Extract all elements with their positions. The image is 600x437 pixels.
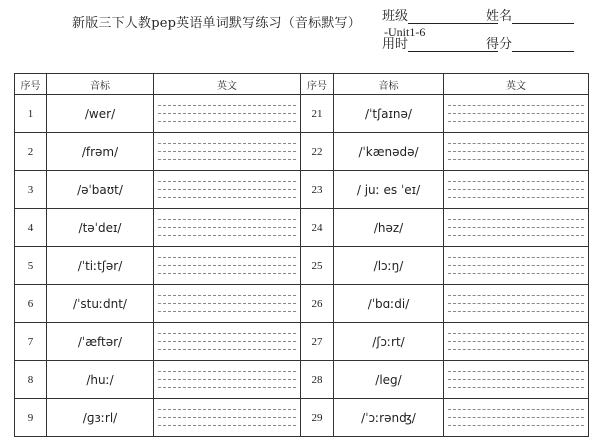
- writing-guide-line: [448, 333, 584, 334]
- row-phonetic-right: / juː es ˈeɪ/: [334, 171, 444, 209]
- table-row: [15, 399, 589, 437]
- writing-guide-line: [158, 303, 296, 304]
- table-row: [15, 323, 589, 361]
- writing-guide-line: [448, 105, 584, 106]
- writing-guide-line: [158, 227, 296, 228]
- writing-guide-line: [448, 303, 584, 304]
- row-english-answer-left[interactable]: [154, 209, 301, 247]
- row-phonetic-right: /ˈbɑːdi/: [334, 285, 444, 323]
- row-english-answer-right[interactable]: [444, 95, 589, 133]
- dictation-table: [14, 73, 589, 437]
- row-phonetic-left: /wer/: [47, 95, 154, 133]
- writing-guide-line: [158, 333, 296, 334]
- col-header-num-right: 序号: [301, 74, 334, 95]
- row-english-answer-left[interactable]: [154, 133, 301, 171]
- row-english-answer-right[interactable]: [444, 361, 589, 399]
- row-phonetic-right: /ʃɔːrt/: [334, 323, 444, 361]
- col-header-phonetic-right: 音标: [334, 74, 444, 95]
- row-phonetic-left: /təˈdeɪ/: [47, 209, 154, 247]
- table-row: [15, 171, 589, 209]
- writing-guide-line: [158, 189, 296, 190]
- worksheet-title: 新版三下人教pep英语单词默写练习（音标默写）: [72, 16, 361, 31]
- writing-guide-line: [158, 349, 296, 350]
- writing-guide-line: [448, 113, 584, 114]
- row-english-answer-right[interactable]: [444, 323, 589, 361]
- writing-guide-line: [158, 197, 296, 198]
- table-row: [15, 95, 589, 133]
- writing-guide-line: [448, 295, 584, 296]
- writing-guide-line: [158, 409, 296, 410]
- row-num-right: 29: [301, 399, 334, 437]
- row-phonetic-right: /ˈtʃaɪnə/: [334, 95, 444, 133]
- worksheet-title-suffix: -Unit1-6: [384, 25, 426, 39]
- writing-guide-line: [158, 113, 296, 114]
- score-field: [486, 33, 574, 52]
- row-num-right: 22: [301, 133, 334, 171]
- writing-guide-line: [158, 257, 296, 258]
- class-field: [382, 5, 498, 24]
- writing-guide-line: [448, 181, 584, 182]
- row-english-answer-right[interactable]: [444, 399, 589, 437]
- score-label: 得分: [486, 37, 513, 52]
- writing-guide-line: [158, 425, 296, 426]
- writing-guide-line: [448, 349, 584, 350]
- writing-guide-line: [448, 197, 584, 198]
- row-num-left: 1: [15, 95, 47, 133]
- writing-guide-line: [158, 159, 296, 160]
- name-field: [486, 5, 574, 24]
- row-phonetic-right: /həz/: [334, 209, 444, 247]
- writing-guide-line: [448, 151, 584, 152]
- row-num-right: 21: [301, 95, 334, 133]
- writing-guide-line: [448, 273, 584, 274]
- writing-guide-line: [158, 273, 296, 274]
- row-phonetic-right: /ˈɔːrənʤ/: [334, 399, 444, 437]
- row-num-left: 8: [15, 361, 47, 399]
- row-num-right: 26: [301, 285, 334, 323]
- name-blank[interactable]: [512, 9, 574, 24]
- table-row: [15, 285, 589, 323]
- col-header-phonetic-left: 音标: [47, 74, 154, 95]
- writing-guide-line: [448, 189, 584, 190]
- writing-guide-line: [158, 341, 296, 342]
- writing-guide-line: [448, 379, 584, 380]
- table-header-row: [15, 74, 589, 95]
- name-label: 姓名: [486, 9, 513, 24]
- writing-guide-line: [158, 151, 296, 152]
- row-num-left: 2: [15, 133, 47, 171]
- row-phonetic-right: /ˈkænədə/: [334, 133, 444, 171]
- writing-guide-line: [448, 265, 584, 266]
- writing-guide-line: [448, 219, 584, 220]
- score-blank[interactable]: [512, 37, 574, 52]
- writing-guide-line: [158, 181, 296, 182]
- table-row: [15, 361, 589, 399]
- table-row: [15, 133, 589, 171]
- writing-guide-line: [448, 341, 584, 342]
- writing-guide-line: [158, 265, 296, 266]
- writing-guide-line: [448, 417, 584, 418]
- row-english-answer-left[interactable]: [154, 247, 301, 285]
- row-phonetic-right: /leg/: [334, 361, 444, 399]
- table-row: [15, 247, 589, 285]
- row-english-answer-right[interactable]: [444, 247, 589, 285]
- writing-guide-line: [158, 121, 296, 122]
- row-num-right: 25: [301, 247, 334, 285]
- class-label: 班级: [382, 9, 409, 24]
- row-english-answer-right[interactable]: [444, 209, 589, 247]
- row-english-answer-right[interactable]: [444, 133, 589, 171]
- table-row: [15, 209, 589, 247]
- writing-guide-line: [448, 143, 584, 144]
- writing-guide-line: [158, 105, 296, 106]
- writing-guide-line: [448, 227, 584, 228]
- time-field: [382, 33, 498, 52]
- writing-guide-line: [448, 235, 584, 236]
- writing-guide-line: [448, 409, 584, 410]
- writing-guide-line: [158, 379, 296, 380]
- row-english-answer-left[interactable]: [154, 323, 301, 361]
- writing-guide-line: [448, 425, 584, 426]
- row-num-right: 23: [301, 171, 334, 209]
- row-english-answer-left[interactable]: [154, 285, 301, 323]
- writing-guide-line: [448, 257, 584, 258]
- col-header-english-right: 英文: [444, 74, 589, 95]
- row-phonetic-left: /ˈstuːdnt/: [47, 285, 154, 323]
- row-num-left: 3: [15, 171, 47, 209]
- row-english-answer-left[interactable]: [154, 399, 301, 437]
- writing-guide-line: [158, 295, 296, 296]
- col-header-num-left: 序号: [15, 74, 47, 95]
- writing-guide-line: [448, 387, 584, 388]
- writing-guide-line: [158, 143, 296, 144]
- row-num-left: 9: [15, 399, 47, 437]
- row-num-left: 6: [15, 285, 47, 323]
- row-phonetic-left: /ɡɜːrl/: [47, 399, 154, 437]
- row-num-right: 28: [301, 361, 334, 399]
- writing-guide-line: [158, 219, 296, 220]
- row-num-right: 27: [301, 323, 334, 361]
- row-phonetic-left: /frəm/: [47, 133, 154, 171]
- writing-guide-line: [448, 159, 584, 160]
- row-phonetic-left: /huː/: [47, 361, 154, 399]
- time-blank[interactable]: [408, 37, 498, 52]
- writing-guide-line: [158, 235, 296, 236]
- row-num-left: 4: [15, 209, 47, 247]
- writing-guide-line: [158, 417, 296, 418]
- row-english-answer-right[interactable]: [444, 285, 589, 323]
- class-blank[interactable]: [408, 9, 498, 24]
- time-label: 用时: [382, 37, 409, 52]
- row-english-answer-left[interactable]: [154, 95, 301, 133]
- row-phonetic-left: /ˈtiːtʃər/: [47, 247, 154, 285]
- row-num-left: 5: [15, 247, 47, 285]
- row-english-answer-left[interactable]: [154, 361, 301, 399]
- writing-guide-line: [448, 371, 584, 372]
- writing-guide-line: [448, 311, 584, 312]
- col-header-english-left: 英文: [154, 74, 301, 95]
- writing-guide-line: [158, 311, 296, 312]
- row-phonetic-right: /lɔːŋ/: [334, 247, 444, 285]
- row-english-answer-left[interactable]: [154, 171, 301, 209]
- row-num-right: 24: [301, 209, 334, 247]
- writing-guide-line: [158, 387, 296, 388]
- row-num-left: 7: [15, 323, 47, 361]
- writing-guide-line: [158, 371, 296, 372]
- row-phonetic-left: /əˈbaʊt/: [47, 171, 154, 209]
- writing-guide-line: [448, 121, 584, 122]
- row-english-answer-right[interactable]: [444, 171, 589, 209]
- row-phonetic-left: /ˈæftər/: [47, 323, 154, 361]
